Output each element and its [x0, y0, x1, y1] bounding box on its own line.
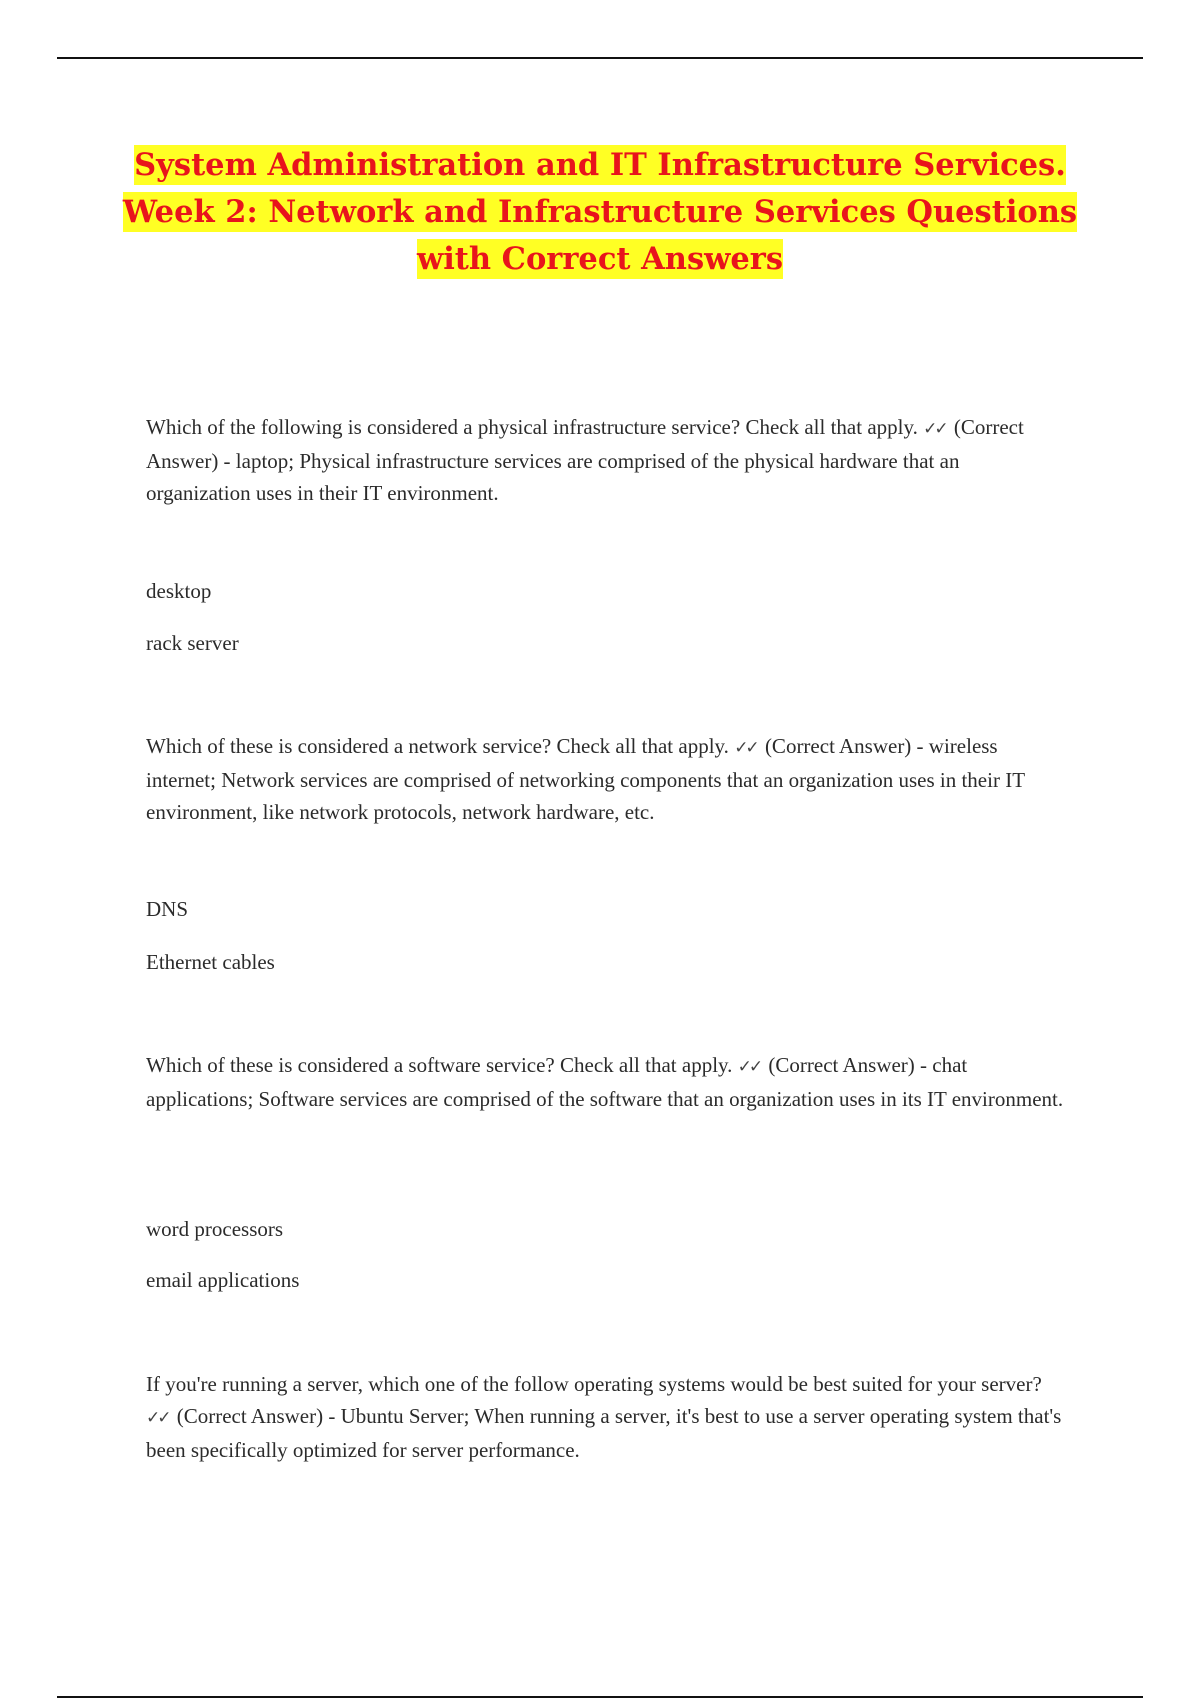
question-block-1 — [146, 411, 1066, 509]
question-text: Which of these is considered a software service? Check all that apply. — [146, 1053, 733, 1077]
bottom-rule — [57, 1696, 1143, 1698]
option-item: DNS — [146, 897, 189, 921]
double-check-icon: ✓✓ — [737, 1057, 761, 1077]
option-item: word processors — [146, 1217, 284, 1241]
question-text: If you're running a server, which one of the follow operating systems would be best suited for your server? — [146, 1372, 1042, 1396]
title-line-2: Week 2: Network and Infrastructure Services Questions — [122, 194, 1078, 230]
option-item: email applications — [146, 1268, 300, 1292]
title-line-3: with Correct Answers — [416, 241, 784, 277]
top-rule — [57, 57, 1143, 59]
option-item: rack server — [146, 631, 239, 655]
answer-text: (Correct Answer) - laptop; Physical infrastructure services are comprised of the physical hardware that an organization uses in their IT environment. — [146, 415, 1024, 505]
question-block-4 — [146, 1368, 1066, 1466]
question-text: Which of the following is considered a physical infrastructure service? Check all that apply. — [146, 415, 918, 439]
question-block-2 — [146, 730, 1066, 828]
option-item: desktop — [146, 579, 212, 603]
option-item: Ethernet cables — [146, 950, 275, 974]
answer-text: (Correct Answer) - wireless internet; Network services are comprised of networking components that an organization uses in their IT environment, like network protocols, network hardware, etc. — [146, 734, 1025, 824]
title-line-1: System Administration and IT Infrastructure Services. — [134, 147, 1066, 183]
question-text: Which of these is considered a network service? Check all that apply. — [146, 734, 729, 758]
document-title — [100, 142, 1100, 283]
answer-text: (Correct Answer) - Ubuntu Server; When running a server, it's best to use a server operating system that's been specifically optimized for server performance. — [146, 1404, 1062, 1462]
double-check-icon: ✓✓ — [734, 738, 757, 758]
double-check-icon: ✓✓ — [923, 419, 946, 439]
answer-text: (Correct Answer) - chat applications; Software services are comprised of the software that an organization uses in its IT environment. — [146, 1053, 1064, 1111]
question-block-3 — [146, 1049, 1066, 1115]
double-check-icon: ✓✓ — [146, 1408, 169, 1428]
